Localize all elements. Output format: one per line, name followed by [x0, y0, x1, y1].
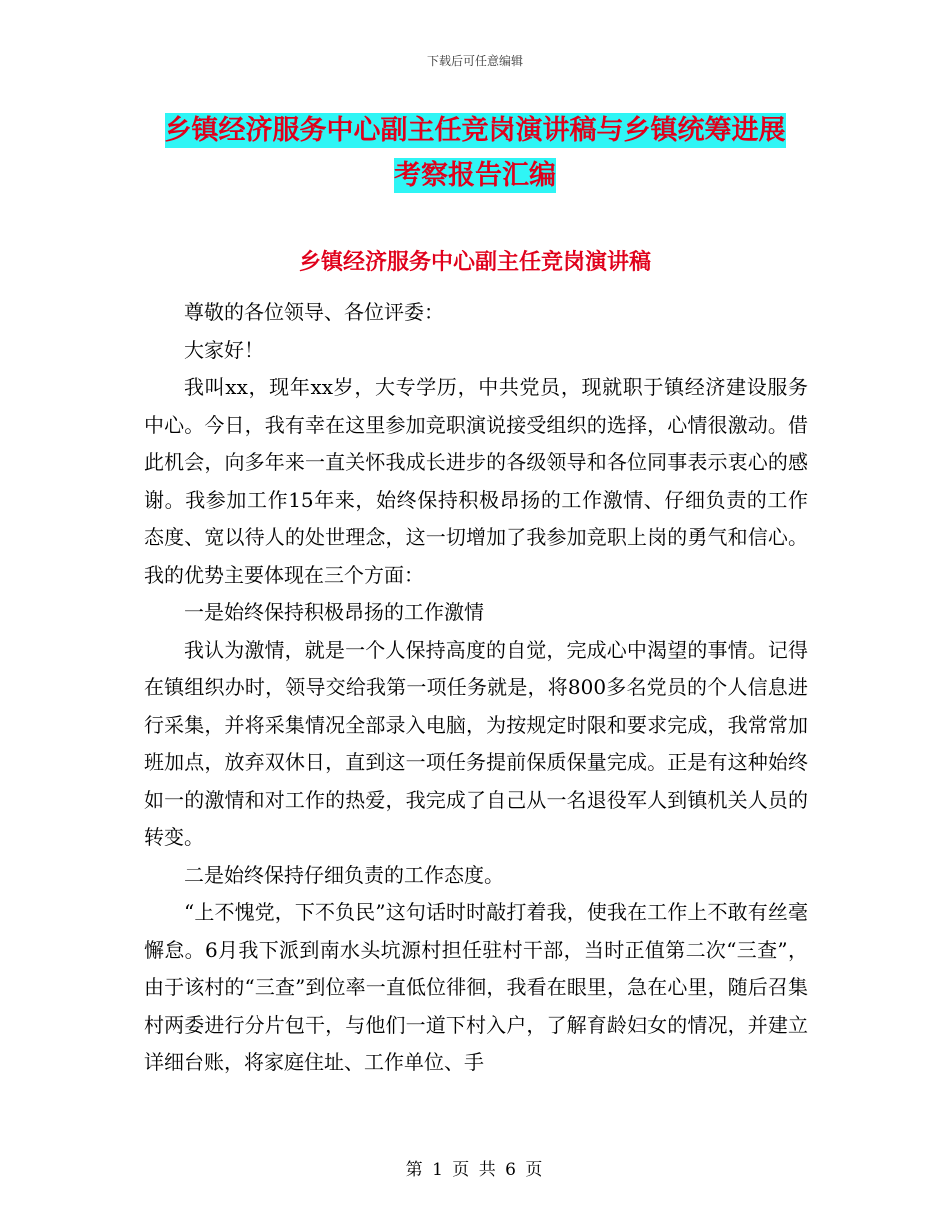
- paragraph-point-one-heading: 一是始终保持积极昂扬的工作激情: [184, 600, 484, 624]
- paragraph-introduction: 我叫xx，现年xx岁，大专学历，中共党员，现就职于镇经济建设服务中心。今日，我有幸在这里参加竞职演说接受组织的选择，心情很激动。借此机会，向多年来一直关怀我成长进步的各级领导和各位同事表示衷心的感谢。我参加工作15年来，始终保持积极昂扬的工作激情、仔细负责的工作态度、宽以待人的处世理念，这一切增加了我参加竞职上岗的勇气和信心。我的优势主要体现在三个方面：: [144, 375, 808, 587]
- paragraph-point-two-heading: 二是始终保持仔细负责的工作态度。: [184, 862, 504, 887]
- paragraph-point-two-body: “上不愧党，下不负民”这句话时时敲打着我，使我在工作上不敢有丝毫懈怠。6月我下派到南水头坑源村担任驻村干部，当时正值第二次“三查”，由于该村的“三查”到位率一直低位徘徊，我看在眼里，急在心里，随后召集村两委进行分片包干，与他们一道下村入户，了解育龄妇女的情况，并建立详细台账，将家庭住址、工作单位、手: [144, 900, 808, 1074]
- document-title: [0, 108, 950, 198]
- paragraph-salutation: 尊敬的各位领导、各位评委：: [184, 300, 444, 324]
- section-title: 乡镇经济服务中心副主任竞岗演讲稿: [298, 250, 651, 275]
- paragraph-point-one-body: 我认为激情，就是一个人保持高度的自觉，完成心中渴望的事情。记得在镇组织办时，领导交给我第一项任务就是，将800多名党员的个人信息进行采集，并将采集情况全部录入电脑，为按规定时限和要求完成，我常常加班加点，放弃双休日，直到这一项任务提前保质保量完成。正是有这种始终如一的激情和对工作的热爱，我完成了自己从一名退役军人到镇机关人员的转变。: [144, 637, 808, 849]
- header-note: 下载后可任意编辑: [426, 54, 523, 68]
- page-footer: 第 1 页 共 6 页: [405, 1160, 545, 1180]
- paragraph-greeting: 大家好！: [184, 337, 264, 362]
- document-title-line-2: 考察报告汇编: [394, 160, 556, 191]
- body-text: [144, 294, 808, 1082]
- document-title-line-1: 乡镇经济服务中心副主任竞岗演讲稿与乡镇统筹进展: [164, 115, 786, 146]
